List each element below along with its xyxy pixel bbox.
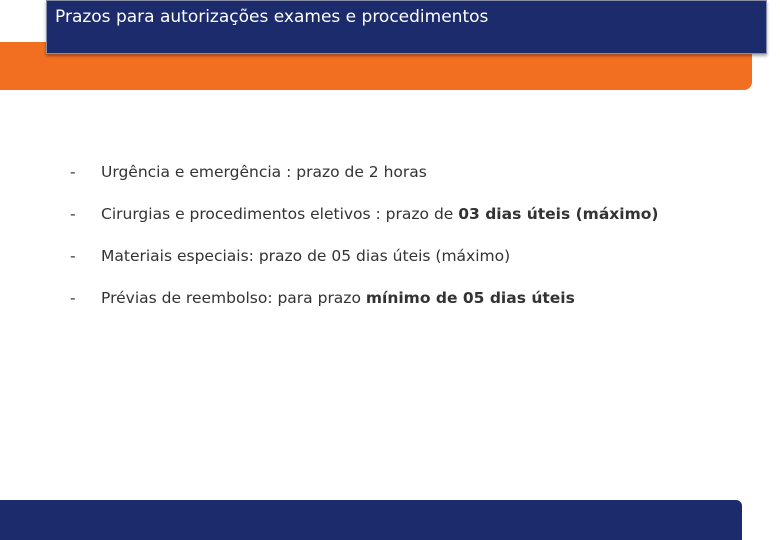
footer-bar	[0, 500, 742, 540]
list-bullet: -	[70, 205, 76, 223]
page-title: Prazos para autorizações exames e procedimentos	[55, 7, 489, 27]
deadline-list	[70, 162, 710, 308]
list-item-materiais	[70, 246, 710, 266]
list-bullet: -	[70, 163, 76, 181]
list-item-previas	[70, 288, 710, 308]
list-item-text: Materiais especiais: prazo de 05 dias úteis (máximo)	[101, 247, 511, 265]
list-bullet: -	[70, 289, 76, 307]
list-item-text: Urgência e emergência : prazo de 2 horas	[101, 163, 427, 181]
list-item-emphasis: 03 dias úteis (máximo)	[458, 205, 659, 223]
list-item-cirurgias	[70, 204, 710, 224]
list-item-text: Cirurgias e procedimentos eletivos : prazo de	[101, 205, 459, 223]
header-bar	[46, 0, 767, 54]
list-item-urgencia	[70, 162, 710, 182]
list-bullet: -	[70, 247, 76, 265]
list-item-emphasis: mínimo de 05 dias úteis	[365, 289, 575, 307]
list-item-text: Prévias de reembolso: para prazo	[101, 289, 366, 307]
